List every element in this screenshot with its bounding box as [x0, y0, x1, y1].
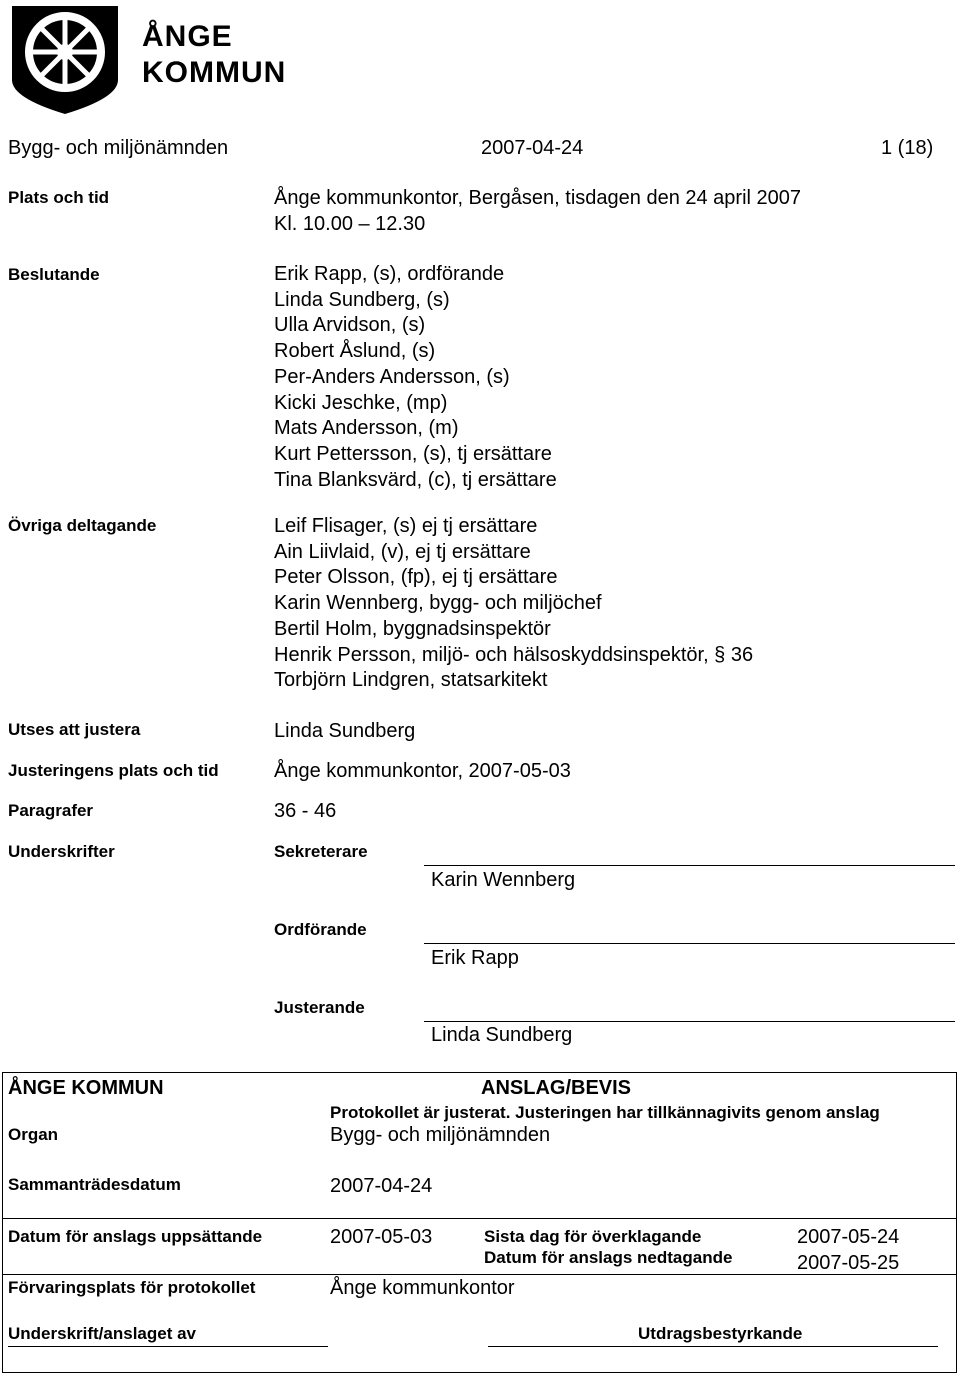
list-item: Bertil Holm, byggnadsinspektör	[274, 617, 551, 640]
organ-value: Bygg- och miljönämnden	[330, 1124, 551, 1146]
divider	[2, 1274, 957, 1275]
sista-value: 2007-05-24	[797, 1226, 900, 1248]
sekreterare-name: Karin Wennberg	[431, 869, 576, 891]
justering-plats-label: Justeringens plats och tid	[8, 761, 219, 780]
list-item: Per-Anders Andersson, (s)	[274, 365, 510, 388]
logo-text-kommun: KOMMUN	[142, 56, 287, 89]
list-item: Erik Rapp, (s), ordförande	[274, 263, 505, 285]
list-item: Kicki Jeschke, (mp)	[274, 391, 448, 414]
divider	[2, 1218, 957, 1219]
utses-label: Utses att justera	[8, 720, 141, 739]
justerande-label: Justerande	[274, 998, 365, 1017]
list-item: Mats Andersson, (m)	[274, 417, 459, 440]
justering-plats-value: Ånge kommunkontor, 2007-05-03	[274, 760, 571, 782]
beslutande-label: Beslutande	[8, 265, 100, 284]
sammantrade-label: Sammanträdesdatum	[8, 1175, 181, 1194]
uppsattande-label: Datum för anslags uppsättande	[8, 1227, 263, 1246]
list-item: Ain Liivlaid, (v), ej tj ersättare	[274, 540, 531, 563]
justerande-name: Linda Sundberg	[431, 1024, 573, 1046]
underskrift-line	[8, 1346, 328, 1347]
list-item: Robert Åslund, (s)	[274, 340, 436, 363]
sekreterare-label: Sekreterare	[274, 842, 368, 861]
time-value: Kl. 10.00 – 12.30	[274, 213, 426, 235]
nedtagande-label: Datum för anslags nedtagande	[484, 1248, 733, 1267]
list-item: Henrik Persson, miljö- och hälsoskyddsinspektör, § 36	[274, 643, 754, 666]
signature-line	[424, 865, 955, 866]
list-item: Peter Olsson, (fp), ej tj ersättare	[274, 566, 558, 589]
ovriga-label: Övriga deltagande	[8, 516, 157, 535]
signature-line	[424, 1021, 955, 1022]
utdrag-line	[488, 1346, 938, 1347]
organ-label: Organ	[8, 1125, 59, 1144]
wheel-shield-icon	[8, 2, 122, 116]
sammantrade-value: 2007-04-24	[330, 1175, 433, 1197]
municipality-logo	[8, 2, 287, 120]
forvaring-label: Förvaringsplats för protokollet	[8, 1278, 256, 1297]
ordforande-name: Erik Rapp	[431, 947, 519, 969]
header-date: 2007-04-24	[481, 137, 584, 159]
list-item: Tina Blanksvärd, (c), tj ersättare	[274, 468, 557, 491]
underskrift-label: Underskrift/anslaget av	[8, 1324, 197, 1343]
paragrafer-label: Paragrafer	[8, 801, 94, 820]
ordforande-label: Ordförande	[274, 920, 367, 939]
utdrag-label: Utdragsbestyrkande	[638, 1324, 803, 1343]
utses-value: Linda Sundberg	[274, 720, 416, 742]
uppsattande-value: 2007-05-03	[330, 1226, 433, 1248]
nedtagande-value: 2007-05-25	[797, 1252, 900, 1274]
page-number: 1 (18)	[881, 137, 934, 159]
list-item: Ulla Arvidson, (s)	[274, 314, 426, 337]
plats-label: Plats och tid	[8, 188, 110, 207]
ovriga-list	[274, 514, 753, 694]
list-item: Kurt Pettersson, (s), tj ersättare	[274, 442, 552, 465]
header-organ: Bygg- och miljönämnden	[8, 137, 229, 159]
logo-text-ange: ÅNGE	[142, 20, 233, 53]
sista-label: Sista dag för överklagande	[484, 1227, 702, 1246]
plats-value: Ånge kommunkontor, Bergåsen, tisdagen den 24 april 2007	[274, 187, 802, 209]
list-item: Torbjörn Lindgren, statsarkitekt	[274, 669, 548, 692]
list-item: Leif Flisager, (s) ej tj ersättare	[274, 515, 538, 537]
anslag-title: ANSLAG/BEVIS	[481, 1077, 632, 1099]
paragrafer-value: 36 - 46	[274, 800, 337, 822]
protokollet-text: Protokollet är justerat. Justeringen har tillkännagivits genom anslag	[330, 1103, 880, 1122]
anslag-kommun: ÅNGE KOMMUN	[8, 1077, 164, 1099]
signature-line	[424, 943, 955, 944]
underskrifter-label: Underskrifter	[8, 842, 115, 861]
list-item: Karin Wennberg, bygg- och miljöchef	[274, 592, 602, 615]
forvaring-value: Ånge kommunkontor	[330, 1277, 515, 1299]
list-item: Linda Sundberg, (s)	[274, 288, 450, 311]
beslutande-list	[274, 262, 557, 493]
